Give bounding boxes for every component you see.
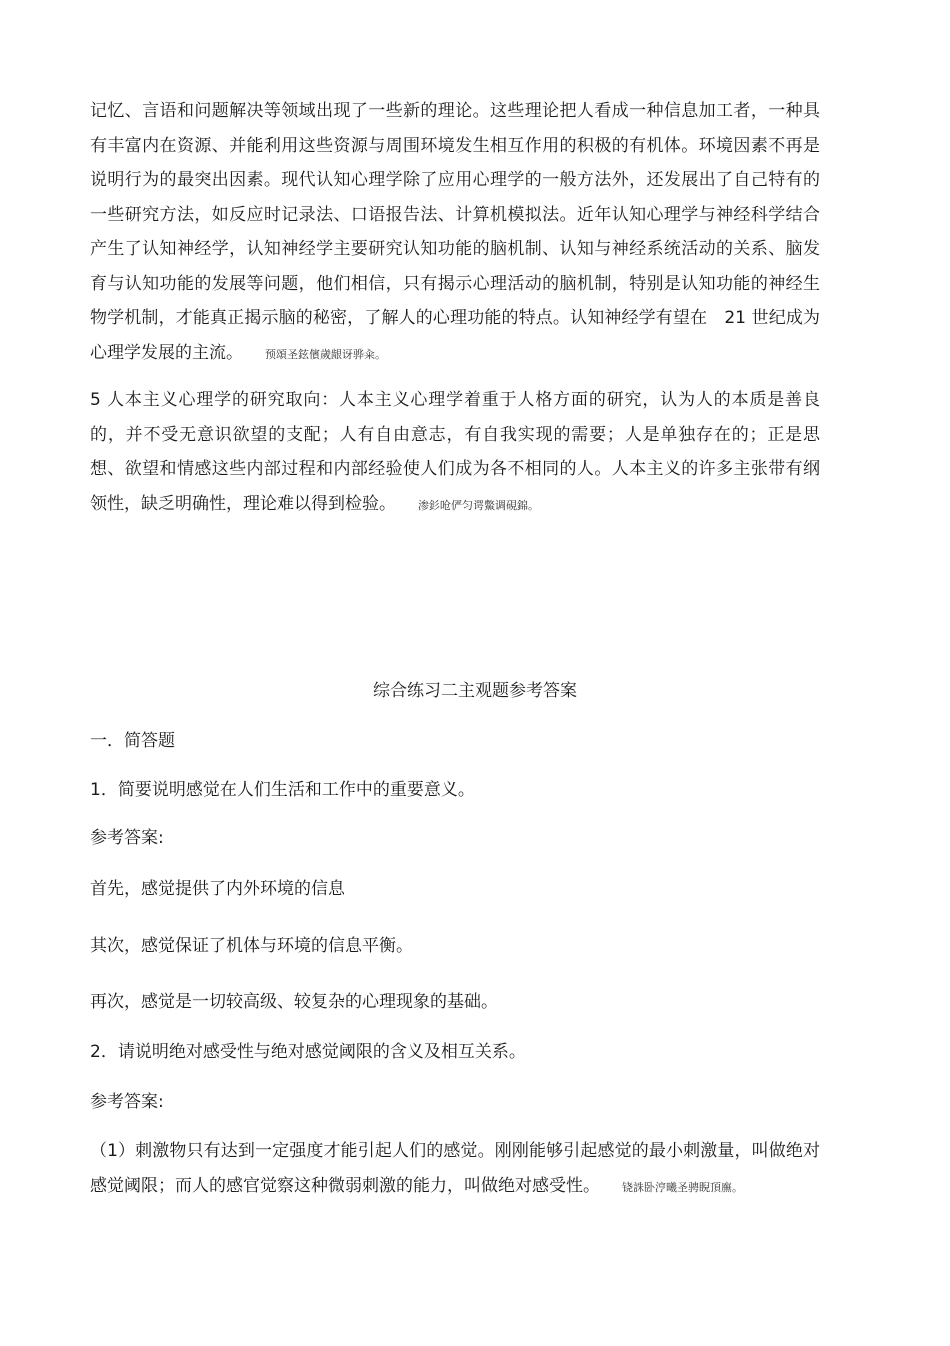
question-1: 1．简要说明感觉在人们生活和工作中的重要意义。 (90, 780, 475, 800)
paragraph-humanistic-text: 5 人本主义心理学的研究取向：人本主义心理学着重于人格方面的研究，认为人的本质是善良的，并不受无意识欲望的支配；人有自由意志，有自我实现的需要；人是单独存在的；正是思想、欲望和情感这些内部过程和内部经验使人们成为各不相同的人。人本主义的许多主张带有纲领性，缺乏明确性，理论难以得到检验。 (90, 390, 820, 514)
question-2-answer-1-text: （1）刺激物只有达到一定强度才能引起人们的感觉。刚刚能够引起感觉的最小刺激量，叫做绝对感觉阈限；而人的感官觉察这种微弱刺激的能力，叫做绝对感受性。 (90, 1141, 820, 1196)
question-1-answer-2: 其次，感觉保证了机体与环境的信息平衡。 (90, 936, 413, 956)
question-2: 2．请说明绝对感受性与绝对感觉阈限的含义及相互关系。 (90, 1042, 526, 1062)
paragraph-cognitive (90, 94, 820, 372)
paragraph-cognitive-note: 预頌圣鉉儐歲龈讶骅籴。 (265, 347, 386, 361)
question-1-answer-3: 再次，感觉是一切较高级、较复杂的心理现象的基础。 (90, 992, 498, 1012)
section-heading: 一．简答题 (90, 731, 175, 751)
section-title: 综合练习二主观题参考答案 (373, 681, 577, 701)
question-2-answer-1 (90, 1134, 820, 1205)
paragraph-humanistic-note: 渗釤呛俨匀谔鱉调硯錦。 (418, 498, 539, 512)
question-2-answer-label: 参考答案: (90, 1092, 164, 1112)
paragraph-humanistic (90, 383, 820, 523)
question-1-answer-1: 首先，感觉提供了内外环境的信息 (90, 879, 345, 899)
question-1-answer-label: 参考答案: (90, 828, 164, 848)
paragraph-cognitive-text: 记忆、言语和问题解决等领域出现了一些新的理论。这些理论把人看成一种信息加工者，一种具有丰富内在资源、并能利用这些资源与周围环境发生相互作用的积极的有机体。环境因素不再是说明行为的最突出因素。现代认知心理学除了应用心理学的一般方法外，还发展出了自己特有的一些研究方法，如反应时记录法、口语报告法、计算机模拟法。近年认知心理学与神经科学结合产生了认知神经学，认知神经学主要研究认知功能的脑机制、认知与神经系统活动的关系、脑发育与认知功能的发展等问题，他们相信，只有揭示心理活动的脑机制，特别是认知功能的神经生物学机制，才能真正揭示脑的秘密，了解人的心理功能的特点。认知神经学有望在 21 世纪成为心理学发展的主流。 (90, 101, 820, 363)
question-2-answer-1-note: 铙誅卧涥曦圣骋睨頂廡。 (622, 1180, 743, 1194)
